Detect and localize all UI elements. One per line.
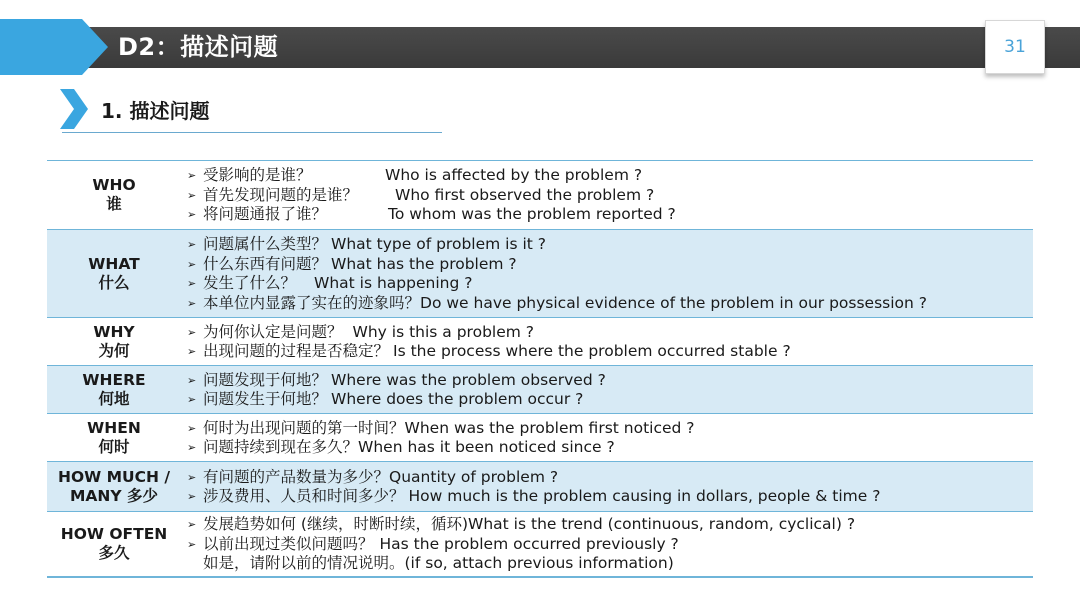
section-underline <box>62 132 442 133</box>
list-item: ➢ 发展趋势如何 (继续，时断时续，循环) What is the trend (continuous, random, cyclical) ? <box>187 515 856 534</box>
arrow-bullet-icon: ➢ <box>187 441 197 454</box>
row-label: WHERE 何地 <box>82 370 146 408</box>
row-items <box>181 320 1033 364</box>
list-item: ➢ 问题属什么类型？ What type of problem is it ? <box>187 235 546 253</box>
arrow-bullet-icon: ➢ <box>187 257 197 271</box>
list-item: ➢ 本单位内显露了实在的迹象吗？ Do we have physical evidence of the problem in our possession ? <box>187 293 928 312</box>
table-row-what <box>47 229 1033 317</box>
arrow-bullet-icon: ➢ <box>187 470 197 484</box>
table-row-how-much <box>47 461 1033 511</box>
row-items <box>181 368 1033 412</box>
arrow-bullet-icon: ➢ <box>187 537 197 551</box>
row-label: WHY 为何 <box>93 322 135 360</box>
list-item: ➢ 首先发现问题的是谁？ Who first observed the problem ? <box>187 185 655 204</box>
list-item: ➢ 为何你认定是问题？ Why is this a problem ? <box>187 322 534 341</box>
arrow-bullet-icon: ➢ <box>187 277 197 290</box>
question-table <box>47 160 1033 578</box>
arrow-bullet-icon: ➢ <box>187 421 197 435</box>
list-item: ➢ 问题持续到现在多久？ When has it been noticed since ? <box>187 438 615 456</box>
list-item: ➢ 出现问题的过程是否稳定？ Is the process where the problem occurred stable ? <box>187 342 791 360</box>
arrow-bullet-icon: ➢ <box>187 188 197 202</box>
list-item: ➢ 问题发现于何地？ Where was the problem observed ? <box>187 370 606 389</box>
list-item: ➢ 涉及费用、人员和时间多少？ How much is the problem causing in dollars, people & time ? <box>187 487 881 505</box>
row-label: WHEN 何时 <box>87 418 141 456</box>
arrow-bullet-icon: ➢ <box>187 373 197 387</box>
row-items <box>181 512 1033 576</box>
row-label: WHO 谁 <box>92 176 136 213</box>
page-number: 31 <box>985 20 1045 74</box>
table-row-where <box>47 365 1033 413</box>
table-row-when <box>47 413 1033 461</box>
list-item: ➢ 何时为出现问题的第一时间？ When was the problem first noticed ? <box>187 418 695 437</box>
arrow-bullet-icon: ➢ <box>187 518 197 532</box>
row-items <box>181 416 1033 460</box>
table-row-who <box>47 160 1033 229</box>
slide-title: D2：描述问题 <box>118 33 279 61</box>
section-title: 1. 描述问题 <box>101 99 210 123</box>
row-label: HOW OFTEN 多久 <box>60 525 168 562</box>
arrow-bullet-icon: ➢ <box>187 296 197 310</box>
arrow-bullet-icon: ➢ <box>187 345 197 358</box>
arrow-bullet-icon: ➢ <box>187 490 197 503</box>
table-row-how-often <box>47 511 1033 578</box>
list-item: ➢ 发生了什么？ What is happening ? <box>187 274 473 292</box>
chevron-right-icon <box>58 89 90 129</box>
arrow-bullet-icon: ➢ <box>187 393 197 406</box>
list-item: ➢ 问题发生于何地？ Where does the problem occur ? <box>187 390 584 408</box>
row-items <box>181 465 1033 509</box>
row-items <box>181 163 1033 227</box>
list-item: ➢ 将问题通报了谁？ To whom was the problem reported ? <box>187 205 676 224</box>
list-item: ➢ 以前出现过类似问题吗？ Has the problem occurred previously ? <box>187 534 679 553</box>
arrow-bullet-icon: ➢ <box>187 169 197 183</box>
list-item: ➢ 有问题的产品数量为多少？ Quantity of problem ? <box>187 467 559 486</box>
row-items <box>181 232 1033 315</box>
row-label: HOW MUCH / MANY 多少 <box>57 467 171 505</box>
arrow-bullet-icon: ➢ <box>187 325 197 339</box>
header-accent-shape <box>0 19 108 75</box>
list-item: ➢ 什么东西有问题？ What has the problem ? <box>187 254 517 273</box>
row-label: WHAT 什么 <box>88 254 140 292</box>
table-row-why <box>47 317 1033 365</box>
list-item-note: 如是，请附以前的情况说明。(if so, attach previous information) <box>203 554 674 573</box>
arrow-bullet-icon: ➢ <box>187 238 197 251</box>
arrow-bullet-icon: ➢ <box>187 208 197 222</box>
list-item: ➢ 受影响的是谁？ Who is affected by the problem ? <box>187 166 643 185</box>
